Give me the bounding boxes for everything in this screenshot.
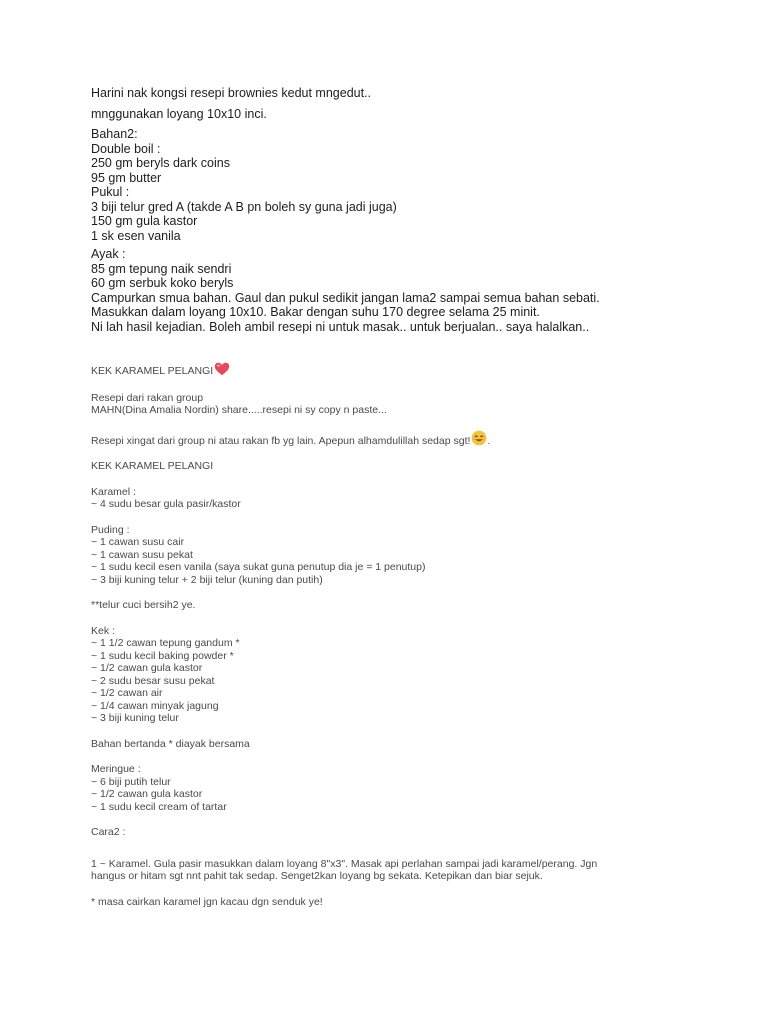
kek-title-text: KEK KARAMEL PELANGI xyxy=(91,365,214,377)
ayak-item: 85 gm tepung naik sendri xyxy=(91,261,232,276)
heart-emoji-icon xyxy=(214,362,230,376)
meringue-item: ~ 1/2 cawan gula kastor xyxy=(91,788,203,800)
ayak-title: Ayak : xyxy=(91,247,126,261)
puding-item: ~ 3 biji kuning telur + 2 biji telur (kuning dan putih) xyxy=(91,573,323,586)
kek-title: KEK KARAMEL PELANGI xyxy=(91,460,214,472)
source-line: Resepi dari rakan group xyxy=(91,391,204,404)
puding-item: ~ 1 sudu kecil esen vanila (saya sukat guna penutup dia je = 1 penutup) xyxy=(91,561,426,573)
karamel-item: ~ 4 sudu besar gula pasir/kastor xyxy=(91,498,241,510)
puding-item: ~ 1 cawan susu cair xyxy=(91,536,185,548)
pukul-item: 150 gm gula kastor xyxy=(91,214,198,228)
pukul-item: 3 biji telur gred A (takde A B pn boleh sy guna jadi juga) xyxy=(91,199,397,214)
kek-item: ~ 1/2 cawan air xyxy=(91,687,163,699)
kek-note xyxy=(91,430,731,448)
kek-item: ~ 1/2 cawan gula kastor xyxy=(91,662,203,674)
kek-item: ~ 1/4 cawan minyak jagung xyxy=(91,699,219,712)
cara-title: Cara2 : xyxy=(91,826,126,838)
kek-item: ~ 1 1/2 cawan tepung gandum * xyxy=(91,637,240,649)
telur-note: **telur cuci bersih2 ye. xyxy=(91,599,196,611)
cara-step-line: hangus or hitam sgt nnt pahit tak sedap. Senget2kan loyang bg sekata. Ketepikan dan biar sejuk. xyxy=(91,870,543,882)
document-body xyxy=(91,86,731,908)
kek-item: ~ 1 sudu kecil baking powder * xyxy=(91,649,234,662)
meringue-item: ~ 6 biji putih telur xyxy=(91,775,171,788)
cara-step-line: 1 ~ Karamel. Gula pasir masukkan dalam loyang 8"x3". Masak api perlahan sampai jadi karamel/perang. Jgn xyxy=(91,857,598,870)
kek-section-title: Kek : xyxy=(91,624,115,637)
smiling-face-emoji-icon xyxy=(471,430,487,446)
puding-item: ~ 1 cawan susu pekat xyxy=(91,548,193,561)
kek-title-heart xyxy=(91,362,731,378)
kek-note-end: . xyxy=(487,434,491,447)
pukul-item: 1 sk esen vanila xyxy=(91,228,181,243)
brownies-pan-size: mnggunakan loyang 10x10 inci. xyxy=(91,106,267,121)
kek-item: ~ 2 sudu besar susu pekat xyxy=(91,674,215,687)
double-boil-title: Double boil : xyxy=(91,141,161,156)
meringue-item: ~ 1 sudu kecil cream of tartar xyxy=(91,800,227,813)
puding-title: Puding : xyxy=(91,523,130,536)
pukul-title: Pukul : xyxy=(91,185,130,199)
double-boil-item: 95 gm butter xyxy=(91,170,162,185)
brownies-intro: Harini nak kongsi resepi brownies kedut mngedut.. xyxy=(91,86,372,100)
bahan-note: Bahan bertanda * diayak bersama xyxy=(91,737,250,750)
step-line: Masukkan dalam loyang 10x10. Bakar dengan suhu 170 degree selama 25 minit. xyxy=(91,305,540,319)
double-boil-item: 250 gm beryls dark coins xyxy=(91,156,230,170)
bahan-title: Bahan2: xyxy=(91,127,138,141)
step-line: Ni lah hasil kejadian. Boleh ambil resepi ni untuk masak.. untuk berjualan.. saya halalkan.. xyxy=(91,319,590,334)
kek-item: ~ 3 biji kuning telur xyxy=(91,712,179,724)
source-line: MAHN(Dina Amalia Nordin) share.....resepi ni sy copy n paste... xyxy=(91,404,387,416)
cara-note: * masa cairkan karamel jgn kacau dgn senduk ye! xyxy=(91,895,323,908)
karamel-title: Karamel : xyxy=(91,485,136,498)
ayak-item: 60 gm serbuk koko beryls xyxy=(91,276,234,290)
kek-note-text: Resepi xingat dari group ni atau rakan fb yg lain. Apepun alhamdulillah sedap sgt! xyxy=(91,434,471,447)
step-line: Campurkan smua bahan. Gaul dan pukul sedikit jangan lama2 sampai semua bahan sebati. xyxy=(91,290,600,305)
meringue-title: Meringue : xyxy=(91,763,141,775)
